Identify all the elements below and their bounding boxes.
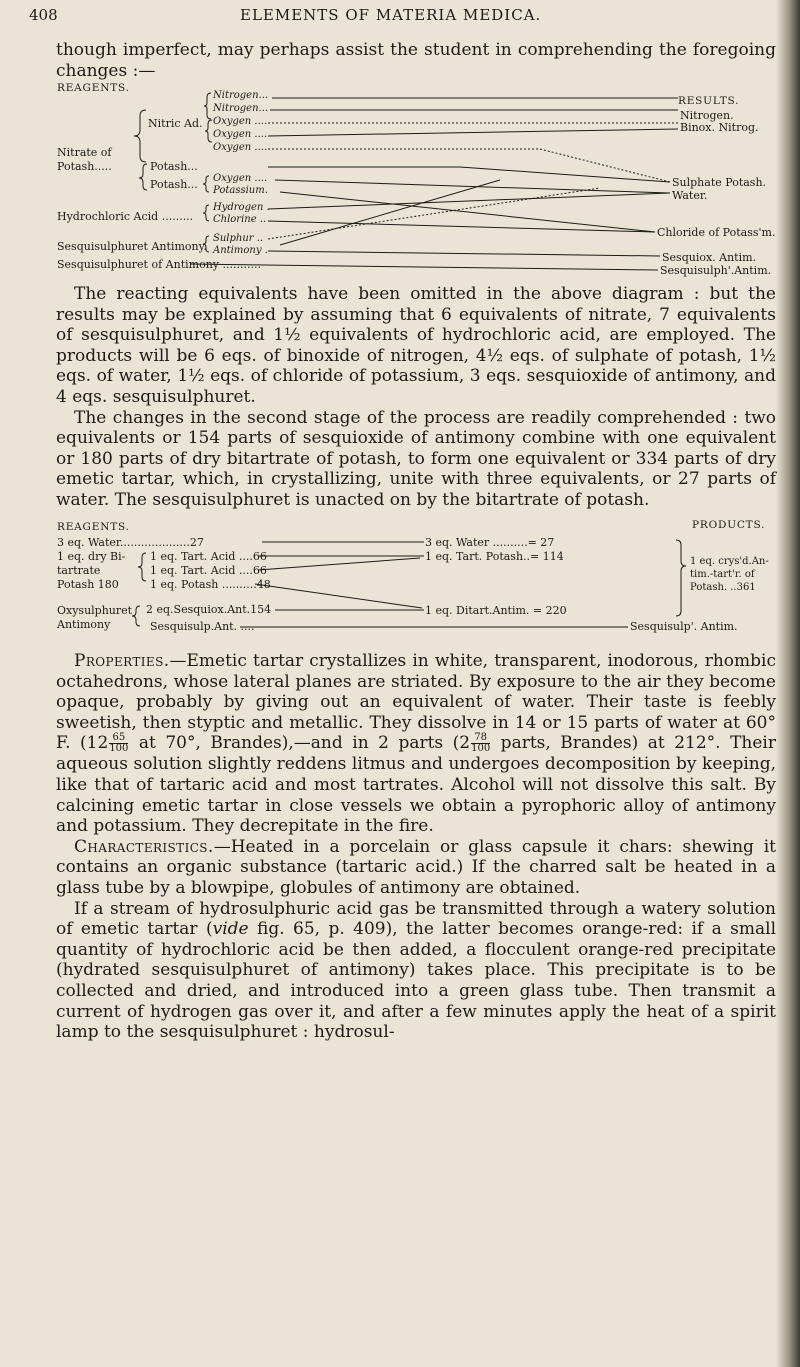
reagent-potash-a: Potash... [150, 160, 198, 173]
diagram2-products-label: PRODUCTS. [692, 519, 766, 531]
d2-antimony: Antimony [57, 618, 111, 631]
d2-tart-acid-2: 1 eq. Tart. Acid ....66 [150, 564, 267, 577]
diagram2-reagents-label: REAGENTS. [57, 521, 130, 533]
d2-crys-antim-3: Potash. ..361 [690, 582, 756, 593]
result-sulphate-potash: Sulphate Potash. [672, 176, 767, 189]
comp-antimony: Antimony . [213, 245, 268, 256]
properties-section: Properties.—Emetic tartar crystallizes in white, transparent, inodorous, rhombic octahedrons, whose lateral planes are striated. By exposure to the air they become opaque, probably by giving out an equivalent of water. Their taste is feebly sweetish, then styptic and metallic. They dissolve in 14 or 15 parts of water at 60° F. (12 $\frac{65}{100}$ at 70°, Brandes),—and in 2 parts (2 $\frac{78}{100}$ parts, Brandes) at 212°. Their aqueous solution slightly reddens litmus and undergoes decomposition by keeping, like that of tartaric acid and most tartrates. Alcohol will not dissolve this salt. By calcining emetic tartar in close vessels we obtain a pyrophoric alloy of antimony and potassium. They decrepitate in the fire. Characteristics.—Heated in a porcelain or glass capsule it chars: shewing it contains an organic substance (tartaric acid.) If the charred salt be heated in a glass tube by a blowpipe, globules of antimony are obtained. If a stream of hydrosulphuric acid gas be transmitted through a watery solution of emetic tartar (vide fig. 65, p. 409), the latter becomes orange-red: if a small quantity of hydrochloric acid be then added, a flocculent orange-red precipitate (hydrated sesquisulphuret of antimony) takes place. This precipitate is to be collected and dried, and introduced into a green glass tube. Then transmit a current of hydrogen gas over it, and after a few minutes apply the heat of a spirit lamp to the sesquisulphuret : hydrosul- [56, 651, 777, 1043]
paragraph-reacting-equivalents: The reacting equivalents have been omitted in the above diagram : but the results may be explained by assuming that 6 equivalents of nitrate, 7 equivalents of sesquisulphuret, and 1½ equivalents of hydrochloric acid, are employed. The products will be 6 eqs. of binoxide of nitrogen, 4½ eqs. of sulphate of potash, 1½ eqs. of water, 1½ eqs. of chloride of potassium, 3 eqs. sesquioxide of antimony, and 4 eqs. sesquisulphuret. The changes in the second stage of the process are readily comprehended : two equivalents or 154 parts of sesquioxide of antimony combine with one equivalent or 180 parts of dry bitartrate of potash, to form one equivalent or 334 parts of dry emetic tartar, which, in crystallizing, unite with three equivalents, or 27 parts of water. The sesquisulphuret is unacted on by the bitartrate of potash. [56, 284, 776, 510]
d2-potash-180: Potash 180 [57, 578, 119, 591]
d2-crys-antim-1: 1 eq. crys'd.An- [690, 556, 769, 567]
page-number: 408 [29, 6, 58, 24]
reagent-sesquisulphuret-antimony: Sesquisulphuret Antimony. [57, 240, 207, 253]
result-binox-nitrog: Binox. Nitrog. [680, 121, 759, 134]
properties-heading: Properties. [74, 651, 170, 671]
d2-water: 3 eq. Water....................27 [57, 536, 204, 549]
d2-mid-ditart-antim: 1 eq. Ditart.Antim. = 220 [425, 604, 567, 617]
comp-nitrogen-2: Nitrogen... [213, 103, 269, 114]
comp-oxygen-3: Oxygen .... [213, 142, 268, 153]
d2-tartrate: tartrate [57, 564, 101, 577]
comp-nitrogen-1: Nitrogen... [213, 90, 269, 101]
comp-potassium: Potassium. [213, 185, 268, 196]
d2-tart-acid-1: 1 eq. Tart. Acid ....66 [150, 550, 267, 563]
d2-potash: 1 eq. Potash ..........48 [150, 578, 271, 591]
result-chloride-of-potassium: Chloride of Potass'm. [657, 226, 776, 239]
reagent-nitrate-of: Nitrate of [57, 146, 112, 159]
reagent-nitric-acid: Nitric Ad. [148, 117, 203, 130]
result-nitrogen: Nitrogen. [680, 109, 734, 122]
d2-mid-water: 3 eq. Water ..........= 27 [425, 536, 555, 549]
d2-crys-antim-2: tim.-tart'r. of [690, 569, 755, 580]
running-title: ELEMENTS OF MATERIA MEDICA. [240, 6, 542, 24]
d2-sesquisulp-antim-product: Sesquisulp'. Antim. [630, 620, 738, 633]
result-water: Water. [672, 189, 708, 202]
d2-dry-bi: 1 eq. dry Bi- [57, 550, 126, 563]
reagent-sesquisulphuret-of-antimony: Sesquisulphuret of Antimony ........... [57, 258, 261, 271]
comp-oxygen-2: Oxygen .... [213, 129, 268, 140]
comp-oxygen-4: Oxygen .... [213, 173, 268, 184]
diagram1-reagents-label: REAGENTS. [57, 82, 130, 94]
diagram1-results-label: RESULTS. [678, 95, 740, 107]
result-sesquiox-antim: Sesquiox. Antim. [662, 251, 757, 264]
d2-sesquiox-ant: 2 eq.Sesquiox.Ant.154 [146, 603, 272, 616]
reagent-potash-b: Potash... [150, 178, 198, 191]
comp-sulphur: Sulphur .. [213, 233, 264, 244]
page-edge-shadow [776, 0, 800, 1367]
characteristics-heading: Characteristics. [74, 836, 214, 857]
comp-oxygen-1: Oxygen .... [213, 116, 268, 127]
d2-oxysulphuret: Oxysulphuret [57, 604, 133, 617]
reagent-potash: Potash..... [57, 160, 112, 173]
d2-sesquisulp-ant: Sesquisulp.Ant. .... [150, 620, 255, 633]
comp-chlorine: Chlorine .. [213, 214, 267, 225]
result-sesquisulph-antim: Sesquisulph'.Antim. [660, 264, 772, 277]
intro-text: though imperfect, may perhaps assist the student in comprehending the foregoing changes :— [56, 40, 776, 81]
reagent-hydrochloric-acid: Hydrochloric Acid ......... [57, 210, 194, 223]
comp-hydrogen: Hydrogen . [213, 202, 270, 213]
d2-mid-tart-potash: 1 eq. Tart. Potash..= 114 [425, 550, 564, 563]
